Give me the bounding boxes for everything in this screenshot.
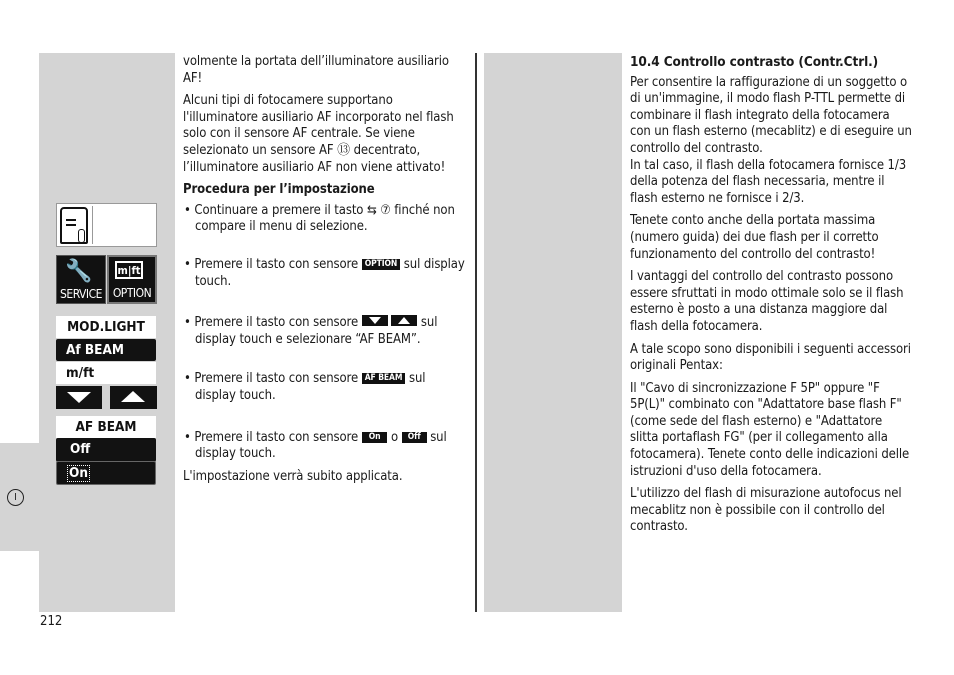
paragraph: I vantaggi del controllo del contrasto possono essere sfruttati in modo ottimale solo se il flash esterno è posto a una distanza maggiore dal flash della fotocamera. bbox=[630, 269, 904, 334]
m-ft-item[interactable]: m/ft bbox=[56, 362, 156, 384]
column-left-text bbox=[183, 54, 469, 491]
paragraph: L'utilizzo del flash di misurazione autofocus nel mecablitz non è possibile con il controllo del contrasto. bbox=[630, 486, 902, 535]
page-number: 212 bbox=[40, 614, 63, 629]
down-key-icon bbox=[362, 315, 388, 326]
down-arrow-button[interactable] bbox=[56, 386, 102, 409]
up-arrow-icon bbox=[121, 391, 145, 402]
section-heading: 10.4 Controllo contrasto (Contr.Ctrl.) bbox=[630, 54, 879, 70]
paragraph: Per consentire la raffigurazione di un soggetto o di un'immagine, il modo flash P-TTL permette di combinare il flash integrato della fotocamera con un flash esterno (mecablitz) e di eseguire un controllo del contrasto. bbox=[630, 74, 912, 156]
mod-light-item: MOD.LIGHT bbox=[56, 316, 156, 338]
option-button[interactable] bbox=[107, 255, 157, 304]
middle-sidebar bbox=[484, 53, 622, 612]
step-5: • Premere il tasto con sensore On o Off sul display touch. bbox=[184, 429, 447, 462]
language-tab-circle bbox=[7, 489, 24, 506]
step-1: • Continuare a premere il tasto ⇆ ⑦ finché non compare il menu di selezione. bbox=[184, 202, 455, 235]
af-beam-title: AF BEAM bbox=[56, 416, 156, 438]
up-key-icon bbox=[391, 315, 417, 326]
paragraph-final: L'impostazione verrà subito applicata. bbox=[183, 468, 403, 484]
step-3: • Premere il tasto con sensore sul display touch e selezionare “AF BEAM”. bbox=[184, 315, 438, 347]
af-beam-key: AF BEAM bbox=[362, 373, 406, 384]
column-divider bbox=[475, 53, 477, 612]
up-arrow-button[interactable] bbox=[110, 386, 157, 409]
option-label: OPTION bbox=[112, 286, 152, 300]
on-key: On bbox=[362, 432, 388, 443]
on-button[interactable] bbox=[56, 461, 156, 485]
down-arrow-icon bbox=[67, 392, 91, 403]
step-2: • Premere il tasto con sensore OPTION sul display touch. bbox=[184, 256, 465, 289]
paragraph: A tale scopo sono disponibili i seguenti accessori originali Pentax: bbox=[630, 341, 911, 374]
af-beam-menu-item[interactable]: Af BEAM bbox=[56, 339, 156, 361]
column-right-text bbox=[630, 54, 912, 542]
paragraph: Tenete conto anche della portata massima (numero guida) dei due flash per il corretto funzionamento del controllo del contrasto! bbox=[630, 213, 879, 262]
off-button[interactable]: Off bbox=[56, 438, 156, 462]
flash-menu-icon-panel bbox=[56, 203, 157, 247]
on-selection-marker: On bbox=[69, 465, 88, 481]
paragraph: Alcuni tipi di fotocamere supportano l'illuminatore ausiliario AF incorporato nel flash solo con il sensore AF centrale. Se viene selezionato un sensore AF ⑬ decentrato, l’illuminatore ausiliario AF non viene attivato! bbox=[183, 93, 454, 175]
wrench-icon: 🔧 bbox=[65, 259, 93, 284]
paragraph: volmente la portata dell’illuminatore ausiliario AF! bbox=[183, 54, 449, 86]
off-key: Off bbox=[402, 432, 427, 443]
service-button[interactable] bbox=[56, 255, 106, 304]
flash-head-icon bbox=[60, 207, 88, 244]
paragraph: Il "Cavo di sincronizzazione F 5P" oppure "F 5P(L)" combinato con "Adattatore base flash F" (come sede del flash esterno) e "Adattatore slitta portaflash FG" (per il collegamento alla fotocamera). Tenete conto delle indicazioni delle istruzioni d'uso della fotocamera. bbox=[630, 380, 910, 479]
toggle-key-icon: ⇆ ⑦ bbox=[366, 202, 391, 218]
step-4: • Premere il tasto con sensore AF BEAM sul display touch. bbox=[184, 371, 426, 403]
mft-icon: m|ft bbox=[115, 261, 143, 279]
paragraph: In tal caso, il flash della fotocamera fornisce 1/3 della potenza del flash necessaria, mentre il flash esterno ne fornisce i 2/3. bbox=[630, 157, 907, 206]
procedure-heading: Procedura per l’impostazione bbox=[183, 182, 375, 198]
language-tab-label: I bbox=[14, 492, 17, 503]
option-key: OPTION bbox=[362, 259, 400, 270]
service-label: SERVICE bbox=[60, 287, 102, 301]
